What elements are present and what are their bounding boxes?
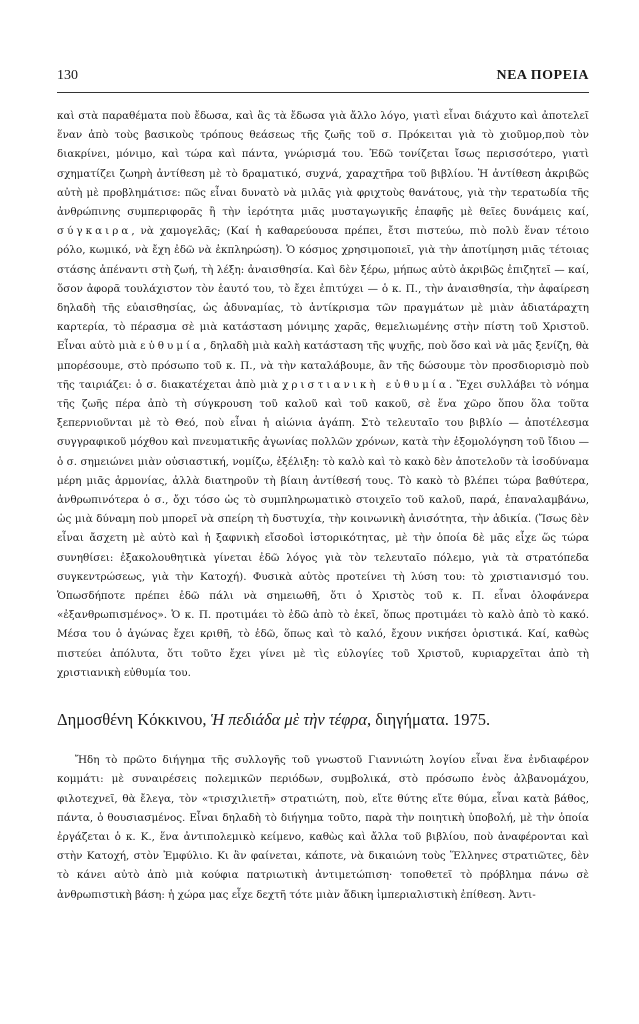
text-run: , νὰ χαμογελᾶς; (Καί ἡ καθαρεύουσα πρέπει, ἔτσι πιστεύω, πιὸ πολὺ ἕναν τέτοιο ρόλο, κωμικό, νὰ ἔχη ἐδῶ νὰ ἐκπληρώση). Ὁ κόσμος χρησιμοποιεῖ, γιὰ τὴν ἀποτίμηση μιᾶς τέτοιας στάσης ἀπέναντι στὴ ζωή, τὴ λέξη: ἀναισθησία. Καὶ δὲν ξέρω, μήπως αὐτὸ ἀκριβῶς ἐπιζητεῖ — καί, ὅσον ἀφορᾶ τουλάχιστον τὸν ἑαυτό του, τὸ ἔχει ἐπιτύχει — ὁ κ. Π., τὴν ἀναισθησία, τὴν ἀφαίρεση δηλαδὴ τῆς εὐαισθησίας, ὡς ἀδυναμίας, τὸ ἀντίκρισμα τῶν πραγμάτων μὲ μιὰν ἀδιατάραχτη καρτερία, τὸ πέρασμα σὲ μιὰ κατάσταση μόνιμης χαρᾶς, θεμελιωμένης στὴν πίστη τοῦ Χριστοῦ. Εἶναι αὐτὸ μιὰ	[57, 225, 589, 353]
spaced-emphasis: σύγκαιρα	[57, 225, 132, 238]
page-number: 130	[57, 68, 78, 83]
review-subtitle: , διηγήματα. 1975.	[367, 710, 491, 730]
spaced-emphasis: εὐθυμία	[140, 340, 204, 353]
text-run: , δηλαδὴ μιὰ καλὴ κατάσταση τῆς ψυχῆς, ποὺ ὅσο καὶ νὰ μᾶς ξενίζη, θὰ μπορέσουμε, στὸ πρόσωπο τοῦ κ. Π., νὰ τὴν καταλάβουμε, ἂν τῆς δώσουμε τὸν προσδιορισμὸ ποὺ τῆς ταιριάζει: ὁ σ. διακατέχεται ἀπὸ μιὰ	[57, 340, 590, 391]
review-heading	[57, 709, 589, 731]
running-header	[57, 68, 589, 93]
text-run: καὶ στὰ παραθέματα ποὺ ἔδωσα, καὶ ἂς τὰ ἔδωσα γιὰ ἄλλο λόγο, γιατὶ εἶναι διάχυτο καὶ ἀποτελεῖ ἕναν ἀπὸ τοὺς βασικοὺς τρόπους θεάσεως τῆς ζωῆς τοῦ σ. Πρόκειται γιὰ τὸ χιοῦμορ,ποὺ τὸν διακρίνει, μόνιμο, καὶ τώρα καὶ πάντα, γνώρισμά του. Ἐδῶ τονίζεται ἴσως περισσότερο, γιατὶ σχηματίζει ζωηρὴ ἀντίθεση μὲ τὸ δραματικό, συχνά, χαραχτῆρα τοῦ βιβλίου. Ἡ ἀντίθεση ἀκριβῶς αὐτὴ μὲ προβλημάτισε: πῶς εἶναι δυνατὸ νὰ μιλᾶς γιὰ φριχτοὺς θανάτους, γιὰ τὴν τερατωδία τῆς ἀνθρώπινης συμπεριφορᾶς ἢ τὴν ἱερότητα μιᾶς μυσταγωγικῆς ἐπαφῆς μὲ θεῖες δυνάμεις καί,	[57, 110, 589, 219]
paragraph	[57, 107, 589, 683]
spaced-emphasis: χριστιανικὴ εὐθυμία	[282, 378, 449, 391]
paragraph: Ἤδη τὸ πρῶτο διήγημα τῆς συλλογῆς τοῦ γνωστοῦ Γιαννιώτη λογίου εἶναι ἕνα ἐνδιαφέρον κομμάτι: μὲ συναιρέσεις πολεμικῶν περιόδων, συμβολικά, στὸ πρόσωπο ἑνὸς ἀλβανομάχου, φιλοτεχνεῖ, θὰ ἔλεγα, τὸν «τρισχιλιετῆ» στρατιώτη, ποὺ, εἴτε θύτης εἴτε θύμα, εἶναι κατὰ βάθος, πάντα, ὁ θουσιασμένος. Εἶναι δηλαδὴ τὸ διήγημα τοῦτο, παρὰ τὴν ποιητικὴ ὑποβολή, μὲ τὴν ὁποία ἐργάζεται ὁ κ. Κ., ἕνα ἀντιπολεμικὸ κείμενο, καθὼς καὶ ἄλλα τοῦ βιβλίου, ποὺ ἀναφέρονται καὶ στὴν Κατοχή, στὸν Ἐμφύλιο. Κι ἂν φαίνεται, κάποτε, νὰ δικαιώνη τοὺς Ἕλληνες στρατιῶτες, δὲν τὸ κάνει αὐτὸ ἀπὸ μιὰ κούφια πατριωτικὴ ἀντιμετώπιση· τοποθετεῖ τὸ πρόβλημα πάνω σὲ ἀνθρωπιστικὴ βάση: ἡ χώρα μας εἶχε δεχτῆ τότε μιὰν ἄδικη ἰμπεριαλιστικὴ ἐπίθεση. Ἀντι-	[57, 754, 589, 901]
review-book-title: Ἡ πεδιάδα μὲ τὴν τέφρα	[210, 710, 367, 730]
text-run: . Ἔχει συλλάβει τὸ νόημα τῆς ζωῆς πέρα ἀπὸ τὴ σύγκρουση τοῦ καλοῦ καὶ τοῦ κακοῦ, σὲ ἕνα χῶρο ὅπου ὅλα τοῦτα ξεπερνιοῦνται μὲ τὸ Θεό, ποὺ εἶναι ἡ αἰώνια ἀγάπη. Στὸ τελευταῖο του βιβλίο — ἀποτέλεσμα συγγραφικοῦ μόχθου καὶ πνευματικῆς ἀγωνίας πολλῶν χρόνων, κατὰ τὴν ἐξομολόγηση τοῦ ἴδιου — ὁ σ. σημειώνει μιὰν οὐσιαστική, νομίζω, ἐξέλιξη: τὸ καλὸ καὶ τὸ κακὸ δὲν ἀποτελοῦν τὰ ἰσοδύναμα μέρη μιᾶς ἁρμονίας, ἀλλὰ διατηροῦν τὴ βίαιη ἀντίθεσή τους. Τὸ κακὸ τὸ βλέπει τώρα βαθύτερα, ἀνθρωπινότερα ὁ σ., ὄχι τόσο ὡς τὸ συμπληρωματικὸ στοιχεῖο τοῦ καλοῦ, παρά, ἐπαναλαμβάνω, ὡς μιὰ δύναμη ποὺ μπορεῖ νὰ σπείρη τὴ δυστυχία, τὴν κοινωνικὴ ἀνισότητα, τὴν ἀδικία. (Ἴσως δὲν εἶναι ἄσχετη μὲ αὐτὸ καὶ ἡ ξαφνικὴ εἴσοδοὶ ἱστορικότητας, μὲ τὴν ὁποία δὲ μᾶς εἶχε ὥς τώρα συνηθίσει: ἐξακολουθητικὰ γίνεται ἐδῶ λόγος γιὰ τὸν τελευταῖο πόλεμο, γιὰ τὰ στρατόπεδα συγκεντρώσεως, γιὰ τὴν Κατοχή). Φυσικὰ αὐτὸς προτείνει τὴ λύση του: τὸ χριστιανισμό του. Ὁπωσδήποτε πρέπει ἐδῶ πάλι νὰ σημειωθῆ, ὅτι ὁ Χριστὸς τοῦ κ. Π. εἶναι ὁλοφάνερα «ἐξανθρωπισμένος». Ὁ κ. Π. προτιμάει τὸ ἐδῶ ἀπὸ τὸ ἐκεῖ, ὅπως προτιμάει τὸ καλὸ ἀπὸ τὸ κακό. Μέσα του ὁ ἀγώνας ἔχει κριθῆ, τὸ ἐδῶ, ὅπως καὶ τὸ καλό, ἔχουν νικήσει ὁριστικά. Καί, καθὼς πιστεύει ἀπόλυτα, ὅτι τοῦτο ἔχει γίνει μὲ τὶς εὐλογίες τοῦ Χριστοῦ, κυριαρχεῖται ἀπὸ τὴ χριστιανικὴ εὐθυμία του.	[57, 378, 589, 679]
review-author: Δημοσθένη Κόκκινου,	[57, 710, 211, 730]
journal-title: ΝΕΑ ΠΟΡΕΙΑ	[496, 68, 589, 83]
article-body	[57, 107, 589, 905]
